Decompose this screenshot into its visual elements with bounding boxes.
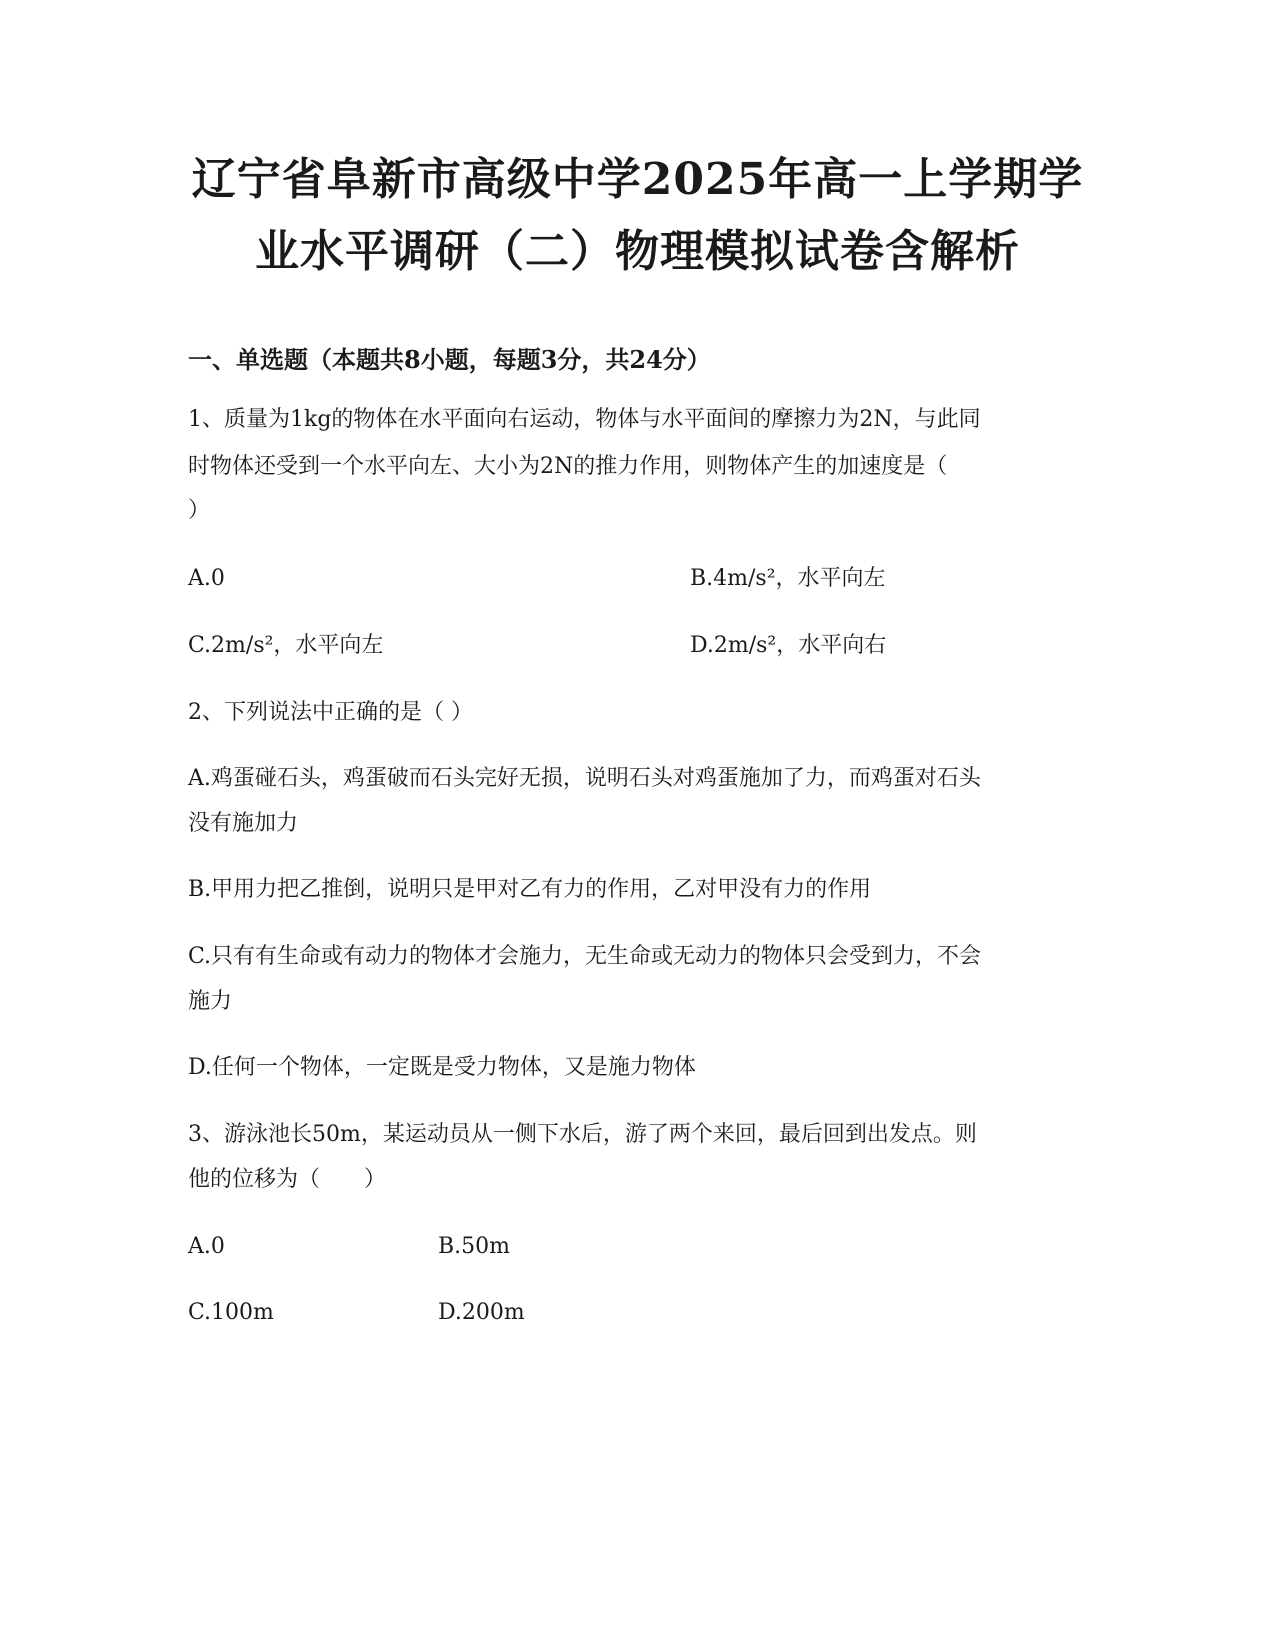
question-3-option-a: A.0 — [188, 1234, 225, 1259]
question-3-stem-line2: 他的位移为（ ） — [188, 1167, 387, 1192]
section-heading-single-choice: 一、单选题（本题共8小题，每题3分，共24分） — [188, 345, 711, 374]
question-1-stem-line2: 时物体还受到一个水平向左、大小为2N的推力作用，则物体产生的加速度是（ — [188, 454, 948, 479]
document-title-line2: 业水平调研（二）物理模拟试卷含解析 — [255, 226, 1020, 277]
question-1-stem-line3: ） — [188, 498, 211, 523]
question-1-option-b: B.4m/s²，水平向左 — [690, 566, 886, 591]
question-1-stem-line1: 1、质量为1kg的物体在水平面向右运动，物体与水平面间的摩擦力为2N，与此同 — [188, 407, 981, 432]
question-1-option-a: A.0 — [188, 566, 225, 591]
question-2-stem: 2、下列说法中正确的是（ ） — [188, 700, 473, 725]
question-2-option-c-line1: C.只有有生命或有动力的物体才会施力，无生命或无动力的物体只会受到力，不会 — [188, 944, 982, 969]
question-3-option-b: B.50m — [438, 1234, 511, 1259]
question-2-option-a-line2: 没有施加力 — [188, 811, 299, 836]
question-2-option-a-line1: A.鸡蛋碰石头，鸡蛋破而石头完好无损，说明石头对鸡蛋施加了力，而鸡蛋对石头 — [188, 766, 981, 791]
question-2-option-d: D.任何一个物体，一定既是受力物体，又是施力物体 — [188, 1055, 696, 1080]
document-title-line1: 辽宁省阜新市高级中学2025年高一上学期学 — [191, 154, 1084, 205]
question-1-option-d: D.2m/s²，水平向右 — [690, 633, 887, 658]
question-3-option-c: C.100m — [188, 1300, 274, 1325]
question-2-option-b: B.甲用力把乙推倒，说明只是甲对乙有力的作用，乙对甲没有力的作用 — [188, 877, 872, 902]
question-1-option-c: C.2m/s²，水平向左 — [188, 633, 384, 658]
question-2-option-c-line2: 施力 — [188, 989, 233, 1014]
question-3-option-d: D.200m — [438, 1300, 525, 1325]
question-3-stem-line1: 3、游泳池长50m，某运动员从一侧下水后，游了两个来回，最后回到出发点。则 — [188, 1122, 977, 1147]
